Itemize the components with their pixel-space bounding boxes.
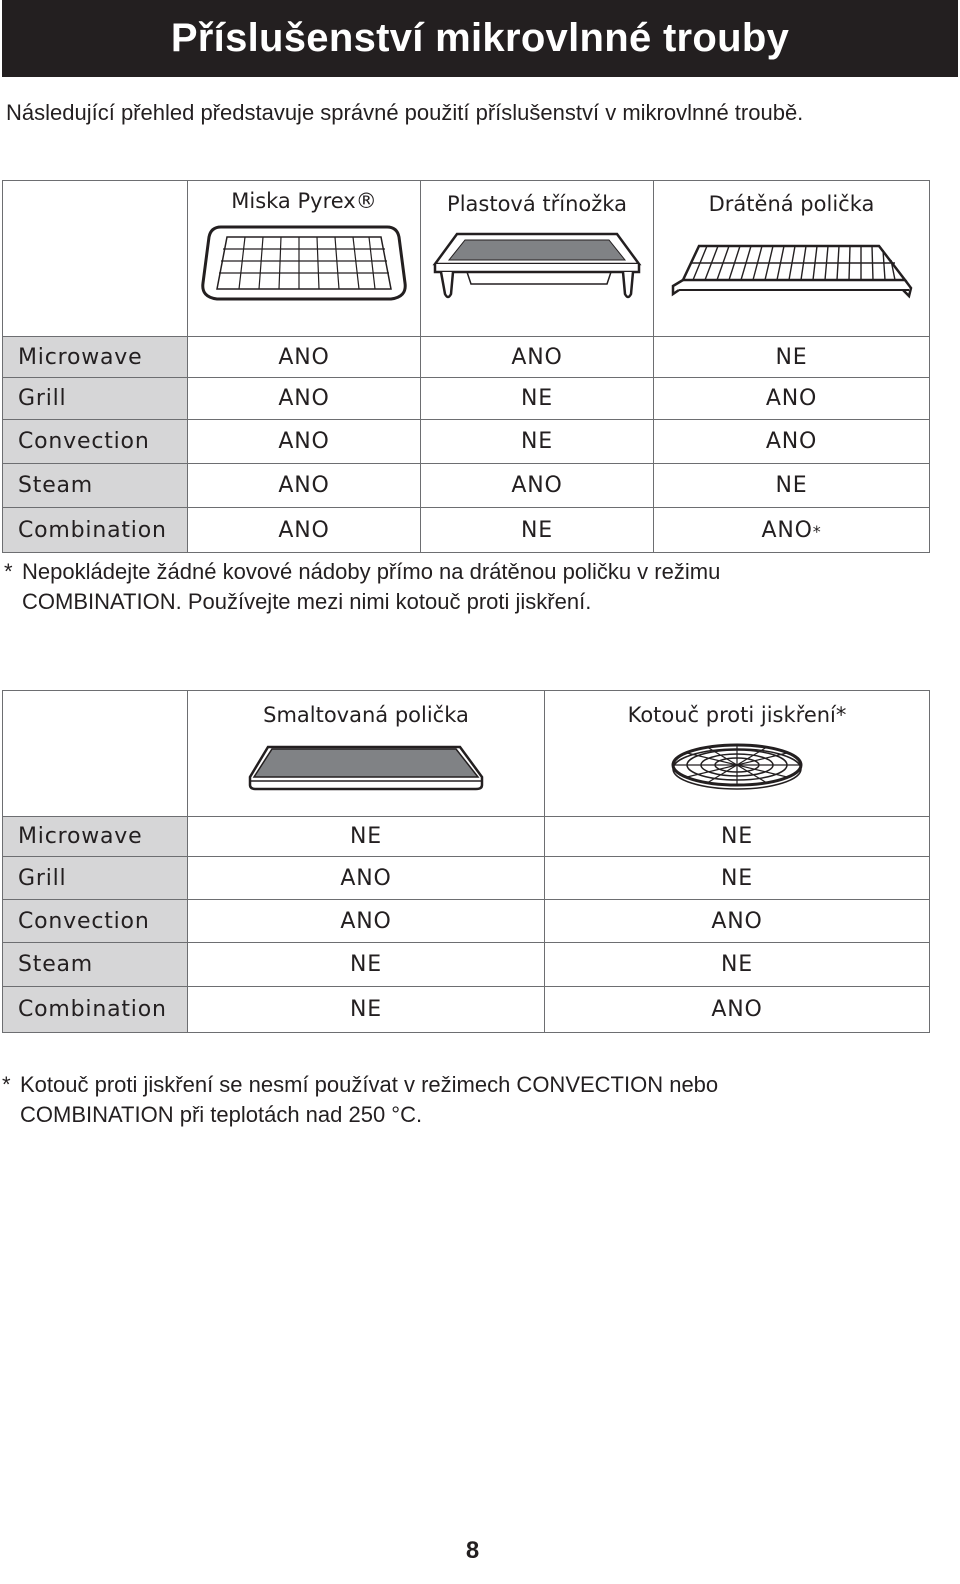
value-cell: ANO xyxy=(188,857,545,900)
table-row xyxy=(3,464,930,508)
value-cell: ANO xyxy=(188,900,545,943)
value-cell: ANO xyxy=(421,464,654,508)
table-row xyxy=(3,337,930,378)
mode-label: Combination xyxy=(3,508,188,553)
mode-label: Grill xyxy=(3,378,188,420)
mode-label: Steam xyxy=(3,943,188,987)
footnote-line: COMBINATION při teplotách nad 250 °C. xyxy=(20,1102,423,1127)
column-label: Smaltovaná polička xyxy=(263,703,469,727)
footnote-2 xyxy=(2,1070,718,1130)
column-header-anti-spark-disc xyxy=(545,691,930,817)
intro-text: Následující přehled představuje správné použití příslušenství v mikrovlnné troubě. xyxy=(6,100,804,125)
plastic-trivet-icon xyxy=(427,228,647,308)
footnote-line: COMBINATION. Používejte mezi nimi kotouč proti jiskření. xyxy=(22,589,592,614)
mode-label: Convection xyxy=(3,900,188,943)
value-cell: NE xyxy=(654,464,930,508)
value-cell: ANO xyxy=(188,337,421,378)
value-cell: ANO xyxy=(654,420,930,464)
table-row xyxy=(3,420,930,464)
value-cell: NE xyxy=(421,378,654,420)
value-cell: ANO xyxy=(545,987,930,1033)
page-title: Příslušenství mikrovlnné trouby xyxy=(2,0,958,77)
column-label: Drátěná polička xyxy=(708,192,875,216)
value-cell: NE xyxy=(545,943,930,987)
table-corner xyxy=(3,181,188,337)
table-row xyxy=(3,508,930,553)
value-cell: NE xyxy=(421,420,654,464)
value-cell: ANO xyxy=(188,420,421,464)
table-row xyxy=(3,378,930,420)
value-cell: ANO xyxy=(545,900,930,943)
value-cell: NE xyxy=(188,943,545,987)
column-header-pyrex xyxy=(188,181,421,337)
table-row xyxy=(3,987,930,1033)
column-header-wire-rack xyxy=(654,181,930,337)
accessory-table-2 xyxy=(2,690,930,1033)
value-cell: NE xyxy=(545,857,930,900)
value-cell: ANO xyxy=(188,464,421,508)
anti-spark-disc-icon xyxy=(667,739,807,795)
table-corner xyxy=(3,691,188,817)
table-row xyxy=(3,817,930,857)
page-number: 8 xyxy=(465,1537,480,1564)
mode-label: Grill xyxy=(3,857,188,900)
table-row xyxy=(3,857,930,900)
value-cell: ANO xyxy=(421,337,654,378)
table-row xyxy=(3,943,930,987)
footnote-line: Kotouč proti jiskření se nesmí používat v režimech CONVECTION nebo xyxy=(20,1072,719,1097)
value-cell: ANO xyxy=(188,508,421,553)
mode-label: Microwave xyxy=(3,337,188,378)
enamel-tray-icon xyxy=(246,741,486,801)
mode-label: Convection xyxy=(3,420,188,464)
footnote-asterisk: * xyxy=(2,1072,11,1097)
column-header-enamel-tray xyxy=(188,691,545,817)
column-label: Miska Pyrex® xyxy=(231,189,377,213)
wire-rack-icon xyxy=(669,240,915,304)
pyrex-dish-icon xyxy=(199,219,409,309)
value-cell: NE xyxy=(545,817,930,857)
table-row xyxy=(3,900,930,943)
footnote-marker: * xyxy=(812,521,822,541)
mode-label: Steam xyxy=(3,464,188,508)
value-cell: NE xyxy=(421,508,654,553)
column-label: Plastová třínožka xyxy=(447,192,627,216)
footnote-line: Nepokládejte žádné kovové nádoby přímo na drátěnou poličku v režimu xyxy=(22,559,721,584)
mode-label: Combination xyxy=(3,987,188,1033)
value-text: ANO xyxy=(761,517,813,543)
column-header-plastic-trivet xyxy=(421,181,654,337)
value-cell xyxy=(654,508,930,553)
value-cell: ANO xyxy=(188,378,421,420)
column-label: Kotouč proti jiskření* xyxy=(627,703,847,727)
footnote-1 xyxy=(4,557,720,617)
footnote-asterisk: * xyxy=(4,559,13,584)
value-cell: NE xyxy=(188,817,545,857)
accessory-table-1 xyxy=(2,180,930,553)
value-cell: ANO xyxy=(654,378,930,420)
mode-label: Microwave xyxy=(3,817,188,857)
value-cell: NE xyxy=(188,987,545,1033)
value-cell: NE xyxy=(654,337,930,378)
